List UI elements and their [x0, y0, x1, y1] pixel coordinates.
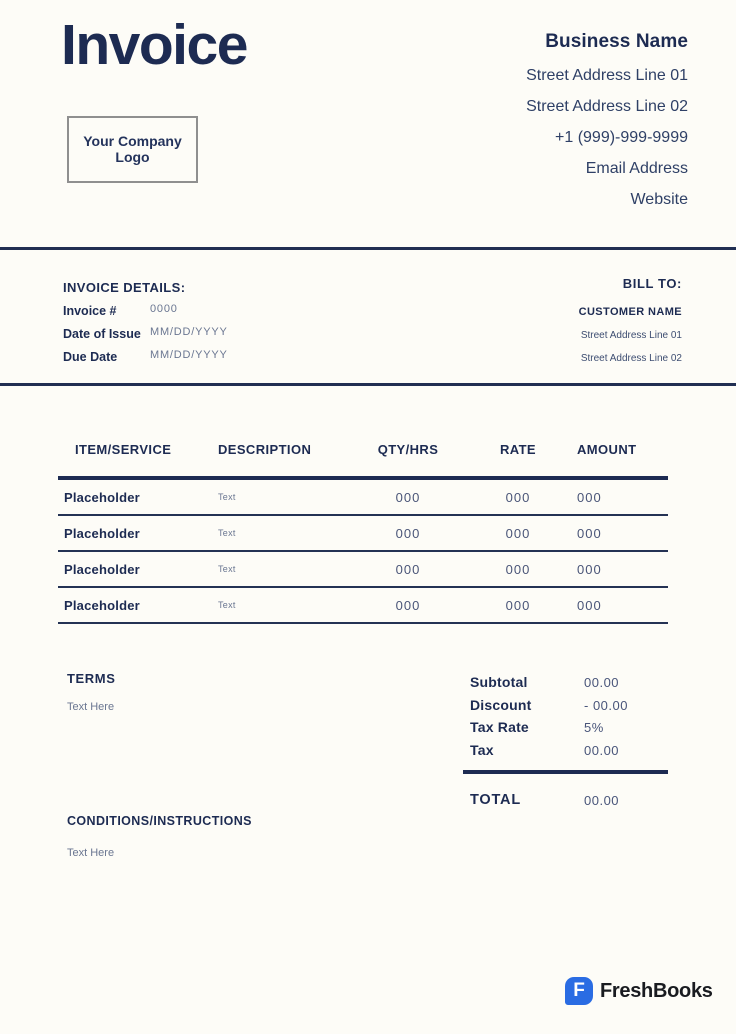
total-label: TOTAL — [470, 791, 521, 808]
due-date-row — [63, 348, 228, 366]
column-header-rate: RATE — [499, 441, 537, 457]
cell-amount[interactable]: 000 — [577, 489, 602, 505]
cell-item[interactable]: Placeholder — [64, 561, 140, 577]
invoice-number-label: Invoice # — [63, 304, 117, 318]
subtotal-label: Subtotal — [470, 674, 528, 690]
cell-qty[interactable]: 000 — [395, 489, 421, 505]
bill-to-heading: BILL TO: — [622, 276, 682, 291]
tax-rate-label: Tax Rate — [470, 719, 529, 736]
cell-qty[interactable]: 000 — [395, 597, 421, 613]
column-header-description: DESCRIPTION — [218, 441, 312, 457]
cell-description[interactable]: Text — [218, 600, 236, 610]
line-items-table — [58, 441, 668, 624]
cell-qty[interactable]: 000 — [395, 525, 421, 541]
terms-text[interactable]: Text Here — [67, 701, 115, 713]
tax-value[interactable]: 00.00 — [584, 743, 620, 759]
company-logo-placeholder[interactable] — [67, 116, 198, 183]
bill-to-block — [579, 276, 682, 364]
business-email[interactable]: Email Address — [585, 159, 688, 177]
cell-description[interactable]: Text — [218, 492, 236, 502]
business-street-line-1[interactable]: Street Address Line 01 — [526, 66, 688, 84]
cell-item[interactable]: Placeholder — [64, 597, 140, 613]
conditions-text[interactable]: Text Here — [67, 847, 115, 859]
cell-amount[interactable]: 000 — [577, 525, 602, 541]
cell-amount[interactable]: 000 — [577, 561, 602, 577]
freshbooks-brand-name: FreshBooks — [600, 979, 713, 1002]
table-header-row — [58, 441, 668, 457]
cell-rate[interactable]: 000 — [505, 597, 531, 613]
tax-rate-row — [463, 719, 668, 742]
logo-placeholder-line1: Your Company — [83, 133, 182, 150]
subtotal-row — [463, 674, 668, 697]
tax-label: Tax — [470, 742, 494, 759]
total-value[interactable]: 00.00 — [584, 792, 620, 808]
total-row — [463, 792, 668, 812]
invoice-details-heading: INVOICE DETAILS: — [63, 280, 186, 295]
cell-qty[interactable]: 000 — [395, 561, 421, 577]
customer-street-line-1[interactable]: Street Address Line 01 — [580, 330, 682, 341]
cell-amount[interactable]: 000 — [577, 597, 602, 613]
date-of-issue-row — [63, 325, 228, 343]
customer-name[interactable]: CUSTOMER NAME — [578, 306, 682, 318]
cell-description[interactable]: Text — [218, 564, 236, 574]
business-info-block — [526, 31, 688, 208]
logo-placeholder-line2: Logo — [115, 148, 150, 165]
table-row[interactable] — [58, 480, 668, 516]
cell-item[interactable]: Placeholder — [64, 489, 140, 505]
business-phone[interactable]: +1 (999)-999-9999 — [555, 128, 688, 146]
freshbooks-brand[interactable] — [565, 977, 713, 1005]
page-title: Invoice — [61, 13, 247, 77]
date-of-issue-label: Date of Issue — [63, 327, 141, 341]
cell-description[interactable]: Text — [218, 528, 236, 538]
business-website[interactable]: Website — [630, 190, 688, 208]
invoice-number-value[interactable]: 0000 — [150, 303, 178, 315]
freshbooks-logo-letter: F — [573, 980, 585, 1001]
tax-rate-value[interactable]: 5% — [584, 720, 604, 736]
customer-street-line-2[interactable]: Street Address Line 02 — [580, 353, 682, 364]
table-row[interactable] — [58, 588, 668, 624]
cell-rate[interactable]: 000 — [505, 489, 531, 505]
table-row[interactable] — [58, 552, 668, 588]
date-of-issue-value[interactable]: MM/DD/YYYY — [150, 326, 228, 338]
discount-row — [463, 697, 668, 720]
table-body — [58, 480, 668, 624]
subtotal-value[interactable]: 00.00 — [584, 675, 620, 690]
totals-block — [463, 674, 668, 812]
business-street-line-2[interactable]: Street Address Line 02 — [526, 97, 688, 115]
totals-rule — [463, 770, 668, 774]
discount-label: Discount — [470, 696, 532, 713]
cell-rate[interactable]: 000 — [505, 561, 531, 577]
business-name[interactable]: Business Name — [545, 31, 688, 52]
tax-row — [463, 742, 668, 765]
divider-top — [0, 247, 736, 250]
freshbooks-logo-icon — [565, 977, 593, 1005]
invoice-number-row — [63, 302, 178, 320]
column-header-amount: AMOUNT — [577, 441, 637, 457]
due-date-label: Due Date — [63, 350, 118, 364]
terms-heading: TERMS — [67, 671, 116, 686]
due-date-value[interactable]: MM/DD/YYYY — [150, 349, 228, 361]
table-row[interactable] — [58, 516, 668, 552]
cell-rate[interactable]: 000 — [505, 525, 531, 541]
discount-value[interactable]: - 00.00 — [584, 697, 628, 713]
conditions-heading: CONDITIONS/INSTRUCTIONS — [67, 814, 252, 828]
cell-item[interactable]: Placeholder — [64, 525, 140, 541]
column-header-item-service: ITEM/SERVICE — [75, 441, 172, 457]
divider-bottom — [0, 383, 736, 386]
column-header-qty-hrs: QTY/HRS — [377, 441, 439, 457]
